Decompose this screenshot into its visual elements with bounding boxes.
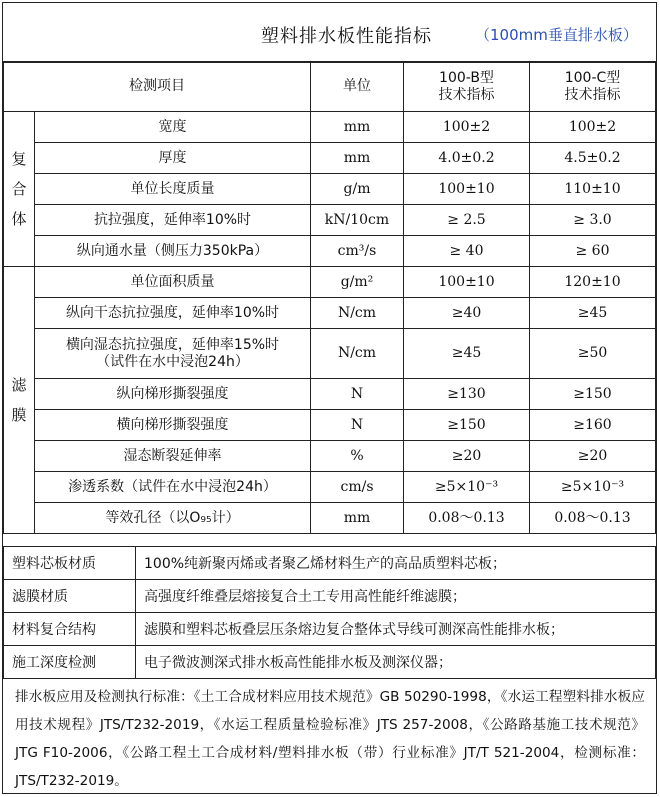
row-value-b: 100±10 bbox=[404, 174, 530, 205]
row-value-c: ≥5×10⁻³ bbox=[530, 472, 656, 503]
table-row bbox=[4, 472, 656, 503]
row-item: 纵向梯形撕裂强度 bbox=[35, 379, 311, 410]
row-unit: g/m bbox=[311, 174, 404, 205]
info-row bbox=[4, 646, 656, 679]
table-row bbox=[4, 143, 656, 174]
table-row bbox=[4, 205, 656, 236]
row-value-c: 100±2 bbox=[530, 112, 656, 143]
spec-table bbox=[3, 61, 656, 534]
info-value: 电子微波测深式排水板高性能排水板及测深仪器； bbox=[136, 646, 656, 679]
standards-note: 排水板应用及检测执行标准：《土工合成材料应用技术规范》GB 50290-1998，《水运工程塑料排水板应用技术规程》JTS/T232-2019，《水运工程质量检验标准》JTS 257-2008，《公路路基施工技术规范》JTG F10-2006，《公路工程土工合成材料/塑料排水板（带）行业标准》JT/T 521-2004，检测标准：JTS/T232-2019。 bbox=[15, 689, 645, 789]
row-unit: mm bbox=[311, 503, 404, 534]
title-bar bbox=[3, 3, 656, 63]
row-value-b: ≥5×10⁻³ bbox=[404, 472, 530, 503]
row-value-c: 0.08～0.13 bbox=[530, 503, 656, 534]
row-value-b: ≥ 40 bbox=[404, 236, 530, 267]
info-row bbox=[4, 580, 656, 613]
row-value-c: ≥20 bbox=[530, 441, 656, 472]
info-value: 100%纯新聚丙烯或者聚乙烯材料生产的高品质塑料芯板； bbox=[136, 547, 656, 580]
header-col-c: 100-C型 技术指标 bbox=[530, 62, 656, 112]
page-title: 塑料排水板性能指标 bbox=[261, 26, 432, 47]
row-value-b: ≥ 2.5 bbox=[404, 205, 530, 236]
spec-sheet bbox=[2, 2, 657, 794]
info-label: 塑料芯板材质 bbox=[4, 547, 136, 580]
material-info-table bbox=[3, 546, 656, 679]
row-item: 纵向通水量（侧压力350kPa） bbox=[35, 236, 311, 267]
row-value-c: ≥45 bbox=[530, 298, 656, 329]
row-unit: % bbox=[311, 441, 404, 472]
row-value-c: ≥150 bbox=[530, 379, 656, 410]
table-row bbox=[4, 503, 656, 534]
row-value-c: 120±10 bbox=[530, 267, 656, 298]
row-unit: cm³/s bbox=[311, 236, 404, 267]
row-unit: kN/10cm bbox=[311, 205, 404, 236]
row-unit: g/m² bbox=[311, 267, 404, 298]
row-value-c: ≥50 bbox=[530, 329, 656, 379]
row-value-c: ≥ 3.0 bbox=[530, 205, 656, 236]
row-item: 单位长度质量 bbox=[35, 174, 311, 205]
row-item: 厚度 bbox=[35, 143, 311, 174]
section-label-composite: 复 合 体 bbox=[4, 112, 35, 267]
row-item: 单位面积质量 bbox=[35, 267, 311, 298]
row-value-c: ≥160 bbox=[530, 410, 656, 441]
row-unit: N/cm bbox=[311, 298, 404, 329]
info-label: 施工深度检测 bbox=[4, 646, 136, 679]
row-value-b: ≥40 bbox=[404, 298, 530, 329]
row-unit: N bbox=[311, 379, 404, 410]
row-item: 渗透系数（试件在水中浸泡24h） bbox=[35, 472, 311, 503]
row-unit: cm/s bbox=[311, 472, 404, 503]
row-item: 抗拉强度，延伸率10%时 bbox=[35, 205, 311, 236]
row-value-c: 4.5±0.2 bbox=[530, 143, 656, 174]
row-value-b: ≥20 bbox=[404, 441, 530, 472]
row-unit: mm bbox=[311, 143, 404, 174]
header-col-b: 100-B型 技术指标 bbox=[404, 62, 530, 112]
table-row bbox=[4, 112, 656, 143]
row-value-c: 110±10 bbox=[530, 174, 656, 205]
header-item: 检测项目 bbox=[4, 62, 311, 112]
header-row bbox=[4, 62, 656, 112]
row-item: 等效孔径（以O₉₅计） bbox=[35, 503, 311, 534]
row-value-c: ≥ 60 bbox=[530, 236, 656, 267]
info-value: 滤膜和塑料芯板叠层压条熔边复合整体式导线可测深高性能排水板； bbox=[136, 613, 656, 646]
row-value-b: 100±10 bbox=[404, 267, 530, 298]
row-value-b: ≥130 bbox=[404, 379, 530, 410]
table-row bbox=[4, 267, 656, 298]
table-row bbox=[4, 329, 656, 379]
table-row bbox=[4, 174, 656, 205]
header-unit: 单位 bbox=[311, 62, 404, 112]
row-item: 宽度 bbox=[35, 112, 311, 143]
info-row bbox=[4, 613, 656, 646]
page-subtitle: （100mm垂直排水板） bbox=[475, 26, 638, 44]
info-label: 滤膜材质 bbox=[4, 580, 136, 613]
table-row bbox=[4, 379, 656, 410]
info-row bbox=[4, 547, 656, 580]
table-row bbox=[4, 236, 656, 267]
row-value-b: 100±2 bbox=[404, 112, 530, 143]
row-item: 横向梯形撕裂强度 bbox=[35, 410, 311, 441]
row-item: 纵向干态抗拉强度，延伸率10%时 bbox=[35, 298, 311, 329]
row-value-b: 0.08～0.13 bbox=[404, 503, 530, 534]
row-value-b: ≥45 bbox=[404, 329, 530, 379]
section-label-filter: 滤 膜 bbox=[4, 267, 35, 534]
row-unit: N/cm bbox=[311, 329, 404, 379]
info-value: 高强度纤维叠层熔接复合土工专用高性能纤维滤膜； bbox=[136, 580, 656, 613]
table-row bbox=[4, 410, 656, 441]
info-label: 材料复合结构 bbox=[4, 613, 136, 646]
table-row bbox=[4, 298, 656, 329]
row-value-b: ≥150 bbox=[404, 410, 530, 441]
row-unit: N bbox=[311, 410, 404, 441]
row-item: 横向湿态抗拉强度，延伸率15%时 （试件在水中浸泡24h） bbox=[35, 329, 311, 379]
row-unit: mm bbox=[311, 112, 404, 143]
row-item: 湿态断裂延伸率 bbox=[35, 441, 311, 472]
table-row bbox=[4, 441, 656, 472]
row-value-b: 4.0±0.2 bbox=[404, 143, 530, 174]
